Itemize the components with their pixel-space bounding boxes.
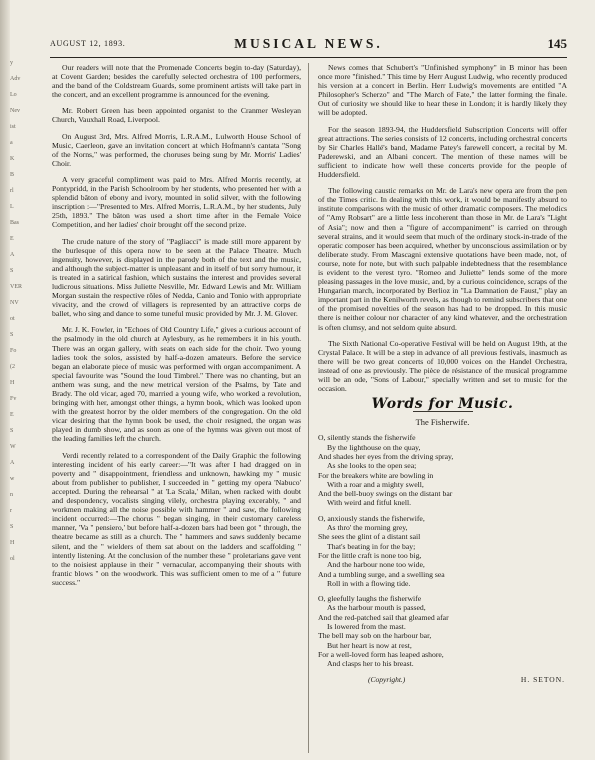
poem-line: And the bell-buoy swings on the distant bar [318,489,453,499]
header-rule [50,57,567,58]
poem-line: O, gleefully laughs the fisherwife [318,594,422,604]
poem-line: But her heart is now at rest, [327,640,412,650]
margin-fragment: Fo [10,348,17,354]
poem-line: For the little craft is none too big, [318,550,422,560]
left-paragraph: The crude nature of the story of "Pagliacci" is made still more apparent by the burlesque of this opera now to be seen at the Palace Theatre. Much ingenuity, however, is displayed in the parody both of the text and the music, and although the subject-matter is unpleasant and in itself of but sorry humour, it is treated in a satirical fashion, which sustains the interest and provides several ludicrous situations. Miss Juliette Nesville, Mr. Edward Lewis and Mr. William Morgan sustain the respective rôles of Nedda, Canio and Tonio with appropriate vivacity, and the crowd of villagers is represented by an attractive corps de ballet, who sing and dance to some tuneful music provided by Mr. J. M. Glover. [52,236,301,319]
poem-stanza [318,594,567,668]
poem-line: O, anxiously stands the fisherwife, [318,513,425,523]
margin-fragment: E [10,412,14,418]
left-column [52,63,301,753]
margin-fragment: L [10,204,14,210]
left-paragraph: Mr. J. K. Fowler, in "Echoes of Old Country Life," gives a curious account of the psalmody in the old church at Aylesbury, as he remembers it in his youth. There was an organ gallery, with seats on each side for the choir. Two young ladies took the solos, assisted by half-a-dozen amateurs. Before the service began an elaborate piece of music was performed with organ accompaniment. A special favourite was "Sound the loud Timbrel." There was no chanting, but an anthem was sung, and the new metrical version of the Psalms, by Tate and Brady. The old vicar, aged 70, married a young wife, who worked a revolution, bringing with her, amongst other things, a hymn book, which was looked upon with the greatest horror by the older members of the congregation. On the old vicar desiring that the hymn book be used, the choir resigned, the organ was played in dumb show, and as soon as one of the hymns was given out most of the leading families left the church. [52,325,301,444]
poem-line: And shades her eyes from the driving spray, [318,451,454,461]
poem-line: For a well-loved form has leaped ashore, [318,649,444,659]
margin-fragment: A [10,460,15,466]
publication-title: MUSICAL NEWS. [234,36,383,51]
margin-fragment: n [10,492,13,498]
poem-line: O, silently stands the fisherwife [318,433,416,443]
poem-line: She sees the glint of a distant sail [318,532,421,542]
margin-fragment: S [10,332,14,338]
margin-fragment: S [10,524,14,530]
poem-stanza [318,433,567,507]
poem-line: And a tumbling surge, and a swelling sea [318,569,445,579]
right-column [318,63,567,753]
poem-line: As she looks to the open sea; [327,461,417,471]
copyright-note: (Copyright.) [368,674,406,684]
margin-fragment: NV [10,300,19,306]
poem-line: For the breakers white are bowling in [318,470,434,480]
left-paragraph: Mr. Robert Green has been appointed organist to the Cranmer Wesleyan Church, Vauxhall Road, Liverpool. [52,106,301,125]
words-for-music-section [318,396,567,686]
page-binding-shadow [0,0,10,760]
poem-signature [318,675,567,687]
left-paragraph: Verdi recently related to a correspondent of the Daily Graphic the following interesting incident of his early career:—"It was after I had dragged on in poverty and " disappointment, friendless and unknown, hawking my " music about from publisher to publisher, I succeeded in " getting my opera 'Nabuco' accepted. During the rehearsal " at 'La Scala,' Milan, when racked with doubt and despondency, vocalists singing vilely, orchestra playing excerably, " and workmen making all the noise possible with hammer " and saw, the following incident occurred:—The chorus " began singing, in their customary careless manner, 'Va " pensiero,' but before half-a-dozen bars had been got " through, the theatre became as still as a church. The " hammers and saws suddenly became silent, and the " wielders of them sat about on the ladders and scaffolding " intently listening. At the conclusion of the number these " proletarians gave vent to the noisiest applause in their " vernacular, accompanying their shouts with frantic blows " on the woodwork. This was sufficient omen to me of a " future success." [52,450,301,587]
margin-fragment: B [10,172,15,178]
poem-line: And the red-patched sail that gleamed afar [318,612,449,622]
page-number: 145 [547,36,567,51]
poem-line: With weird and fitful knell. [327,498,412,508]
margin-fragment: S [10,428,14,434]
margin-fragment: ol [10,556,15,562]
margin-fragment: (2 [10,364,15,370]
margin-fragment: ist [10,124,16,130]
right-paragraph: News comes that Schubert's "Unfinished symphony" in B minor has been once more "finished." This time by Herr August Ludwig, who recently produced his version at a concert in Berlin. Herr Ludwig's movements are entitled "A Philosopher's Scherzo" and "The March of Fate," the latter forming the finale. Out of curiosity we should like to hear these in London; it is hardly likely they will be adopted. [318,63,567,118]
poem-line: That's beating in for the bay; [327,541,416,551]
margin-fragment: y [10,60,13,66]
page-header [50,36,567,54]
margin-fragment: W [10,444,16,450]
margin-fragment: E [10,236,14,242]
poem-line: With a roar and a mighty swell, [327,479,424,489]
margin-fragment: VER [10,284,22,290]
poem-line: And the harbour none too wide, [327,560,425,570]
margin-fragment: ot [10,316,15,322]
poem-line: Is lowered from the mast. [327,622,406,632]
margin-fragment: S [10,268,14,274]
margin-fragment: a [10,140,13,146]
poem-line: And clasps her to his breast. [327,659,414,669]
right-paragraph: The following caustic remarks on Mr. de Lara's new opera are from the pen of the Times critic. In dealing with this work, it would be manifestly absurd to institute comparisons with the music of other dramatic composers. The melodics of "Amy Robsart" are a little less incoherent than those in Mr. de Lara's "Light of Asia"; now and then a "figure of accompaniment" is carried on through several strains, and it would seem that much of the ordinary stock-in-trade of the operatic composer has been acquired, whether by unconscious assimilation or by deliberate study. From Mascagni extensive quotations have been made, not, of course, note for note, but with such palpable indebtedness that the resemblance is evident to the verest tyro. "Romeo and Juliette" lends some of the more pleasing passages in the love music, and, by a curious coincidence, scraps of the Hungarian march, incorporated by Berlioz in "La Damnation de Faust," play an important part in the Kenilworth revels, as though to remind subscribers that one of the promised novelties of the season has had to be dropped. In this music there is neither colour nor character of any kind whatever, and the orchestration is often clumsy, and not seldom quite absurd. [318,186,567,332]
margin-fragment: H [10,540,15,546]
adjacent-page-margin [10,55,22,755]
left-paragraph: A very graceful compliment was paid to Mrs. Alfred Morris recently, at Pontypridd, in the Parish Schoolroom by her students, who presented her with a splendid bâton of ebony and ivory, mounted in solid silver, with the following inscription :—"Presented to Mrs. Alfred Morris, L.R.A.M., by her students, July 25th, 1893." The bâton was used a short time after in the Female Voice Competition, and her ladies' choir brought off the second prize. [52,174,301,230]
margin-fragment: K [10,156,15,162]
poem-stanza [318,514,567,588]
poem-title: The Fisherwife. [415,417,470,428]
margin-fragment: Bas [10,220,19,226]
poem-line: By the lighthouse on the quay, [327,442,421,452]
margin-fragment: A [10,252,15,258]
margin-fragment: Fv [10,396,17,402]
poem-line: The bell may sob on the harbour bar, [318,631,432,641]
left-paragraph: Our readers will note that the Promenade Concerts begin to-day (Saturday), at Covent Garden; besides the carefully selected orchestra of 100 performers, and the band of the Coldstream Guards, some prominent artists will take part in the concert, and an excellent programme is announced for the evening. [52,63,301,100]
right-column-paragraphs [318,63,567,393]
margin-fragment: rl [10,188,14,194]
issue-date: AUGUST 12, 1893. [50,39,126,48]
poem-line: As the harbour mouth is passed, [327,603,426,613]
margin-fragment: Adv [10,76,21,82]
poem-body [318,433,567,668]
right-paragraph: For the season 1893-94, the Huddersfield Subscription Concerts will offer great attractions. The series consists of 12 concerts, including orchestral concerts by Sir Charles Hallé's band, Madame Patey's farewell concert, a recital by M. Paderewski, and an Albani concert. The mention of these names will be sufficient to indicate how well these concerts provide for the people of Huddersfield. [318,124,567,180]
column-divider [308,63,309,753]
margin-fragment: Lo [10,92,17,98]
margin-fragment: w [10,476,15,482]
poem-line: As thro' the morning grey, [327,523,408,533]
poem-author: H. SETON. [520,674,565,684]
margin-fragment: H [10,380,15,386]
poem-line: Roll in with a flowing tide. [327,578,411,588]
margin-fragment: Nev [10,108,20,114]
right-paragraph: The Sixth National Co-operative Festival will be held on August 19th, at the Crystal Palace. It will be a step in advance of all previous festivals, inasmuch as there will be two great concerts of 10,000 voices on the Handel Orchestra, instead of one as previously. The pièce de résistance of the musical programme will be an ode, "Sons of Labour," specially written and set to music for the occasion. [318,338,567,394]
left-paragraph: On August 3rd, Mrs. Alfred Morris, L.R.A.M., Lulworth House School of Music, Caerleon, gave an invitation concert at which Hofmann's cantata "Song of the Norns," was performed, the choruses being sung by Mr. Morris' Ladies' Choir. [52,131,301,168]
margin-fragment: r [10,508,12,514]
section-heading: Words for Music. [371,396,514,413]
